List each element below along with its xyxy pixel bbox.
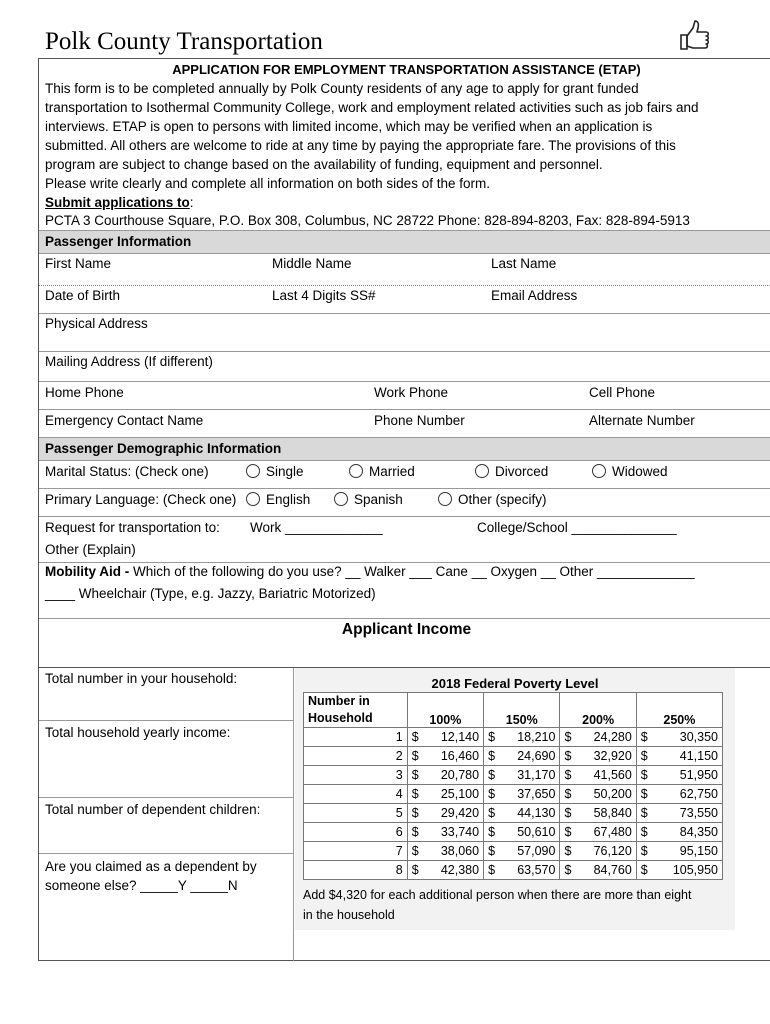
emergency-contact-field[interactable]: Emergency Contact Name (45, 413, 204, 428)
column-header: 250% (636, 693, 722, 728)
divider (39, 720, 293, 721)
household-size-cell: 5 (304, 804, 408, 823)
divider (39, 797, 293, 798)
currency-symbol: $ (411, 730, 419, 744)
radio-circle-icon[interactable] (438, 492, 452, 506)
divider (39, 853, 293, 854)
household-income-field[interactable]: Total household yearly income: (45, 725, 231, 740)
household-size-cell: 4 (304, 785, 408, 804)
currency-symbol: $ (564, 768, 572, 782)
income-value: 67,480 (593, 825, 632, 839)
table-row (304, 785, 723, 804)
poverty-level-image (295, 668, 735, 930)
poverty-note: in the household (303, 908, 395, 922)
option-label: Married (369, 464, 415, 479)
physical-address-field[interactable]: Physical Address (45, 316, 148, 331)
currency-symbol: $ (488, 730, 496, 744)
income-value: 57,090 (517, 844, 556, 858)
income-cell (484, 842, 560, 861)
income-value: 76,120 (593, 844, 632, 858)
income-value: 63,570 (517, 863, 556, 877)
income-value: 38,060 (440, 844, 480, 858)
currency-symbol: $ (411, 749, 419, 763)
currency-symbol: $ (564, 730, 572, 744)
poverty-table (303, 692, 723, 880)
primary-language-label: Primary Language: (Check one) (45, 492, 237, 507)
submit-heading (45, 195, 194, 210)
income-value: 31,170 (517, 768, 556, 782)
income-value: 62,750 (679, 787, 718, 801)
radio-circle-icon[interactable] (246, 464, 260, 478)
income-cell (636, 823, 722, 842)
radio-circle-icon[interactable] (246, 492, 260, 506)
income-cell (484, 804, 560, 823)
home-phone-field[interactable]: Home Phone (45, 385, 124, 400)
request-college-field[interactable]: College/School ______________ (477, 520, 677, 535)
column-header: 150% (484, 693, 560, 728)
mailing-address-field[interactable]: Mailing Address (If different) (45, 354, 213, 369)
income-cell (407, 861, 483, 880)
income-cell (407, 747, 483, 766)
intro-line: submitted. All others are welcome to ride at any time by paying the appropriate fare. The provisions of this (45, 138, 676, 153)
income-cell (484, 785, 560, 804)
submit-address: PCTA 3 Courthouse Square, P.O. Box 308, Columbus, NC 28722 Phone: 828-894-8203, Fax: 828-894-5913 (45, 213, 690, 228)
request-transport-label: Request for transportation to: (45, 520, 220, 535)
intro-line: transportation to Isothermal Community College, work and employment related activities such as job fairs and (45, 100, 699, 115)
currency-symbol: $ (488, 787, 496, 801)
currency-symbol: $ (640, 787, 648, 801)
income-cell (484, 747, 560, 766)
income-cell (636, 842, 722, 861)
divider (39, 381, 770, 382)
ssn-field[interactable]: Last 4 Digits SS# (272, 288, 376, 303)
cell-phone-field[interactable]: Cell Phone (589, 385, 656, 400)
email-field[interactable]: Email Address (491, 288, 578, 303)
income-cell (636, 861, 722, 880)
page-title: Polk County Transportation (45, 28, 323, 55)
currency-symbol: $ (411, 787, 419, 801)
option-label: English (266, 492, 311, 507)
poverty-note: Add $4,320 for each additional person when there are more than eight (303, 888, 692, 902)
income-value: 30,350 (679, 730, 718, 744)
currency-symbol: $ (488, 768, 496, 782)
radio-circle-icon[interactable] (592, 464, 606, 478)
currency-symbol: $ (564, 806, 572, 820)
table-header-row (304, 693, 723, 728)
header-line: Number in (308, 694, 370, 708)
header-line: Household (308, 711, 373, 725)
income-value: 24,690 (517, 749, 556, 763)
passenger-section-title: Passenger Information (45, 234, 192, 249)
currency-symbol: $ (488, 749, 496, 763)
intro-line: This form is to be completed annually by Polk County residents of any age to apply for grant funded (45, 81, 639, 96)
income-cell (636, 728, 722, 747)
currency-symbol: $ (640, 768, 648, 782)
currency-symbol: $ (488, 806, 496, 820)
radio-single[interactable] (246, 464, 304, 479)
claimed-dependent-answer[interactable]: someone else? _____Y _____N (45, 878, 238, 893)
income-cell (407, 785, 483, 804)
radio-divorced[interactable] (475, 464, 548, 479)
table-row (304, 861, 723, 880)
demographic-section-title: Passenger Demographic Information (45, 441, 282, 456)
income-cell (560, 728, 636, 747)
divider (39, 618, 770, 619)
currency-symbol: $ (564, 863, 572, 877)
household-size-cell: 6 (304, 823, 408, 842)
work-phone-field[interactable]: Work Phone (374, 385, 449, 400)
currency-symbol: $ (640, 730, 648, 744)
column-header: 100% (407, 693, 483, 728)
income-cell (407, 823, 483, 842)
income-cell (636, 804, 722, 823)
table-row (304, 823, 723, 842)
currency-symbol: $ (411, 863, 419, 877)
income-cell (636, 785, 722, 804)
income-value: 29,420 (440, 806, 480, 820)
table-row (304, 766, 723, 785)
marital-status-label: Marital Status: (Check one) (45, 464, 209, 479)
table-row (304, 804, 723, 823)
option-label: Spanish (354, 492, 403, 507)
income-cell (560, 747, 636, 766)
income-value: 44,130 (517, 806, 556, 820)
income-value: 18,210 (517, 730, 556, 744)
income-value: 95,150 (679, 844, 718, 858)
radio-spanish[interactable] (334, 492, 403, 507)
currency-symbol: $ (488, 863, 496, 877)
income-value: 41,150 (679, 749, 718, 763)
income-cell (407, 804, 483, 823)
divider (39, 351, 770, 352)
income-cell (560, 861, 636, 880)
currency-symbol: $ (564, 787, 572, 801)
option-label: Divorced (495, 464, 549, 479)
income-cell (636, 747, 722, 766)
income-value: 16,460 (440, 749, 480, 763)
request-other-field[interactable]: Other (Explain) (45, 542, 136, 557)
income-cell (407, 728, 483, 747)
income-cell (560, 785, 636, 804)
intro-line: program are subject to change based on the availability of funding, equipment and personnel. (45, 157, 603, 172)
table-row (304, 747, 723, 766)
income-cell (560, 823, 636, 842)
currency-symbol: $ (488, 844, 496, 858)
radio-circle-icon[interactable] (349, 464, 363, 478)
income-value: 73,550 (679, 806, 718, 820)
emergency-phone-field[interactable]: Phone Number (374, 413, 465, 428)
option-label: Single (266, 464, 304, 479)
household-size-cell: 3 (304, 766, 408, 785)
income-value: 84,760 (593, 863, 632, 877)
income-value: 105,950 (672, 863, 718, 877)
poverty-table-title: 2018 Federal Poverty Level (431, 676, 599, 691)
wheelchair-field[interactable]: ____ Wheelchair (Type, e.g. Jazzy, Bariatric Motorized) (45, 586, 376, 601)
income-value: 37,650 (517, 787, 556, 801)
income-value: 42,380 (440, 863, 480, 877)
income-cell (484, 823, 560, 842)
income-value: 41,560 (593, 768, 632, 782)
income-cell (407, 766, 483, 785)
income-cell (560, 842, 636, 861)
currency-symbol: $ (640, 806, 648, 820)
household-size-cell: 7 (304, 842, 408, 861)
divider (39, 488, 770, 489)
radio-english[interactable] (246, 492, 310, 507)
currency-symbol: $ (488, 825, 496, 839)
divider (39, 516, 770, 517)
income-value: 50,200 (593, 787, 632, 801)
option-label: Widowed (612, 464, 668, 479)
divider (39, 562, 770, 563)
intro-line: interviews. ETAP is open to persons with limited income, which may be verified when an application is (45, 119, 653, 134)
income-value: 84,350 (679, 825, 718, 839)
divider (39, 409, 770, 410)
income-section-title: Applicant Income (341, 621, 472, 638)
radio-other-language[interactable] (438, 492, 547, 507)
income-value: 32,920 (593, 749, 632, 763)
income-value: 33,740 (440, 825, 480, 839)
income-cell (484, 766, 560, 785)
currency-symbol: $ (640, 825, 648, 839)
first-name-field[interactable]: First Name (45, 256, 112, 271)
submit-label: Submit applications to (45, 195, 190, 210)
mobility-aid-options: Which of the following do you use? __ Walker ___ Cane __ Oxygen __ Other _____________ (129, 564, 695, 579)
divider (39, 313, 770, 314)
household-size-cell: 1 (304, 728, 408, 747)
radio-circle-icon[interactable] (475, 464, 489, 478)
radio-married[interactable] (349, 464, 415, 479)
income-value: 12,140 (440, 730, 480, 744)
household-size-cell: 2 (304, 747, 408, 766)
radio-widowed[interactable] (592, 464, 668, 479)
divider (39, 285, 770, 286)
income-value: 25,100 (440, 787, 480, 801)
form-heading: APPLICATION FOR EMPLOYMENT TRANSPORTATION ASSISTANCE (ETAP) (172, 62, 641, 77)
household-header (304, 693, 408, 728)
income-value: 24,280 (593, 730, 632, 744)
middle-name-field[interactable]: Middle Name (272, 256, 352, 271)
income-value: 50,610 (517, 825, 556, 839)
last-name-field[interactable]: Last Name (491, 256, 557, 271)
mobility-aid-line[interactable] (45, 564, 695, 579)
household-total-field[interactable]: Total number in your household: (45, 671, 238, 686)
radio-circle-icon[interactable] (334, 492, 348, 506)
currency-symbol: $ (564, 749, 572, 763)
income-column-divider (293, 668, 294, 961)
dob-field[interactable]: Date of Birth (45, 288, 121, 303)
intro-line: Please write clearly and complete all information on both sides of the form. (45, 176, 490, 191)
currency-symbol: $ (411, 806, 419, 820)
income-cell (636, 766, 722, 785)
submit-colon: : (189, 195, 194, 210)
currency-symbol: $ (411, 768, 419, 782)
income-cell (407, 842, 483, 861)
column-header: 200% (560, 693, 636, 728)
currency-symbol: $ (411, 825, 419, 839)
currency-symbol: $ (411, 844, 419, 858)
table-row (304, 728, 723, 747)
option-label: Other (specify) (458, 492, 547, 507)
request-work-field[interactable]: Work _____________ (250, 520, 383, 535)
dependent-children-field[interactable]: Total number of dependent children: (45, 802, 261, 817)
income-value: 20,780 (440, 768, 480, 782)
alternate-number-field[interactable]: Alternate Number (589, 413, 695, 428)
household-size-cell: 8 (304, 861, 408, 880)
currency-symbol: $ (640, 844, 648, 858)
currency-symbol: $ (564, 844, 572, 858)
currency-symbol: $ (564, 825, 572, 839)
mobility-aid-label: Mobility Aid - (45, 564, 130, 579)
claimed-dependent-question: Are you claimed as a dependent by (45, 859, 257, 874)
income-cell (560, 766, 636, 785)
income-cell (484, 728, 560, 747)
income-cell (560, 804, 636, 823)
income-cell (484, 861, 560, 880)
income-value: 51,950 (679, 768, 718, 782)
thumbs-up-icon (676, 18, 712, 54)
currency-symbol: $ (640, 749, 648, 763)
currency-symbol: $ (640, 863, 648, 877)
table-row (304, 842, 723, 861)
income-value: 58,840 (593, 806, 632, 820)
